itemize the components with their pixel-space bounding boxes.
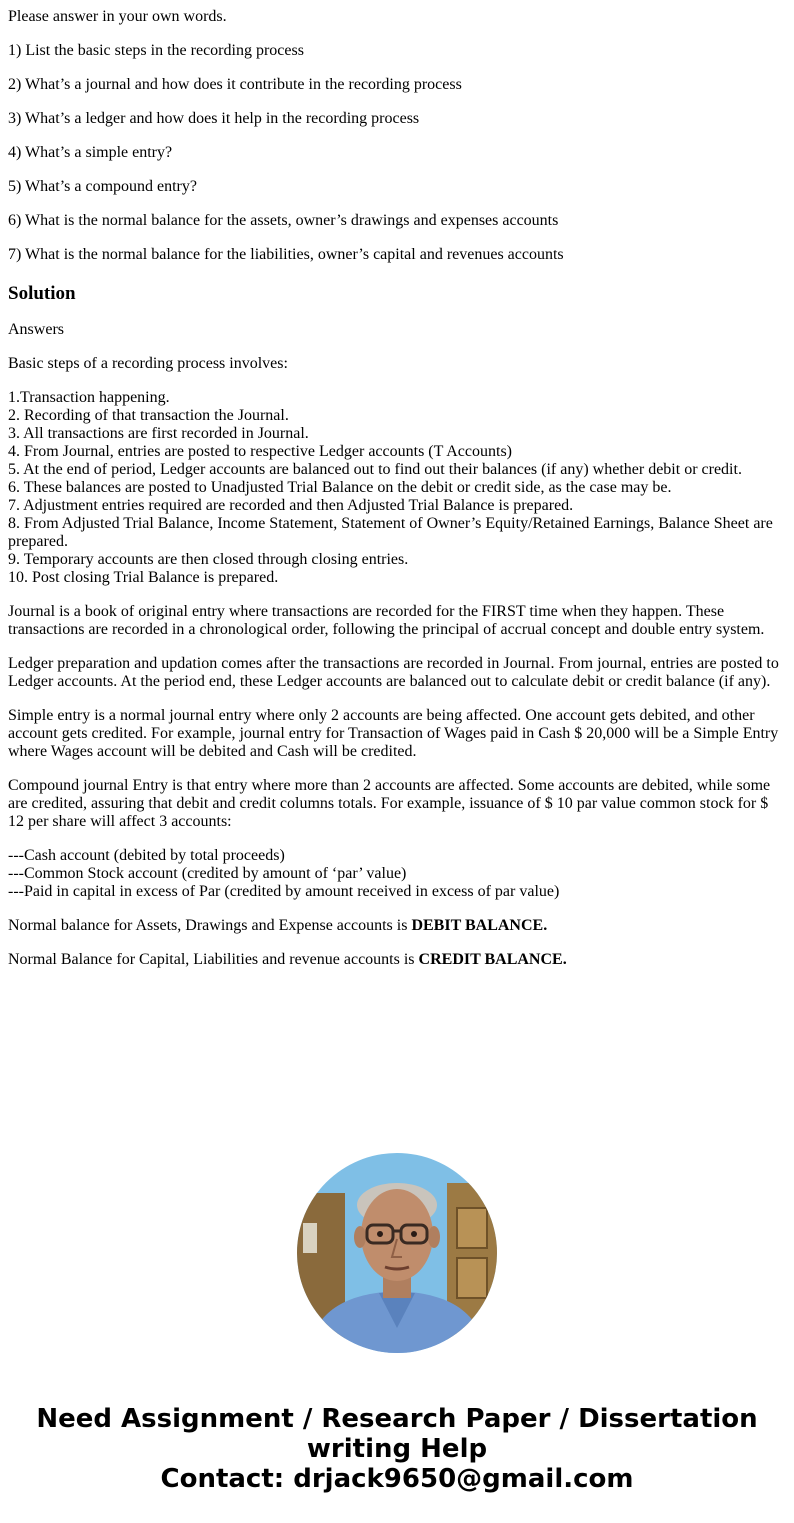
simple-entry-paragraph: Simple entry is a normal journal entry where only 2 accounts are being affected. One account gets debited, and other account gets credited. For example, journal entry for Transaction of Wages paid in Cash $ 20,000 will be a Simple Entry where Wages account will be debited and Cash will be credited. <box>8 707 779 760</box>
compound-entry-paragraph: Compound journal Entry is that entry where more than 2 accounts are affected. Some accounts are debited, while some are credited, assuring that debit and credit columns totals. For example, issuance of $ 10 par value common stock for $ 12 per share will affect 3 accounts: <box>8 777 771 830</box>
debit-balance-prefix: Normal balance for Assets, Drawings and Expense accounts is <box>8 917 412 934</box>
compound-account-paid-in-capital: ---Paid in capital in excess of Par (credited by amount received in excess of par value) <box>8 883 560 900</box>
question-intro: Please answer in your own words. <box>8 8 227 25</box>
question-item-2: 2) What’s a journal and how does it contribute in the recording process <box>8 76 462 93</box>
question-item-3: 3) What’s a ledger and how does it help in the recording process <box>8 110 420 127</box>
debit-balance-statement <box>8 917 786 935</box>
answers-label: Answers <box>8 321 64 338</box>
step-10: 10. Post closing Trial Balance is prepared. <box>8 569 279 586</box>
promo-contact: Contact: drjack9650@gmail.com <box>160 1464 634 1494</box>
step-6: 6. These balances are posted to Unadjusted Trial Balance on the debit or credit side, as the case may be. <box>8 479 672 496</box>
step-5: 5. At the end of period, Ledger accounts are balanced out to find out their balances (if any) whether debit or credit. <box>8 461 742 478</box>
author-avatar <box>297 1153 497 1353</box>
question-item-4: 4) What’s a simple entry? <box>8 144 173 161</box>
compound-account-common-stock: ---Common Stock account (credited by amount of ‘par’ value) <box>8 865 407 882</box>
step-2: 2. Recording of that transaction the Journal. <box>8 407 289 424</box>
question-item-7: 7) What is the normal balance for the liabilities, owner’s capital and revenues accounts <box>8 246 564 263</box>
step-7: 7. Adjustment entries required are recorded and then Adjusted Trial Balance is prepared. <box>8 497 574 514</box>
step-8: 8. From Adjusted Trial Balance, Income Statement, Statement of Owner’s Equity/Retained Earnings, Balance Sheet are prepared. <box>8 515 773 550</box>
solution-heading: Solution <box>8 283 76 304</box>
compound-account-cash: ---Cash account (debited by total proceeds) <box>8 847 285 864</box>
question-item-5: 5) What’s a compound entry? <box>8 178 197 195</box>
steps-intro: Basic steps of a recording process involves: <box>8 355 288 372</box>
step-3: 3. All transactions are first recorded in Journal. <box>8 425 309 442</box>
credit-balance-statement <box>8 951 786 969</box>
ledger-paragraph: Ledger preparation and updation comes after the transactions are recorded in Journal. From journal, entries are posted to Ledger accounts. At the period end, these Ledger accounts are balanced out to calculate debit or credit balance (if any). <box>8 655 779 690</box>
step-9: 9. Temporary accounts are then closed through closing entries. <box>8 551 409 568</box>
compound-accounts-list <box>8 847 786 901</box>
question-item-1: 1) List the basic steps in the recording process <box>8 42 304 59</box>
debit-balance-value: DEBIT BALANCE. <box>411 917 548 934</box>
credit-balance-prefix: Normal Balance for Capital, Liabilities and revenue accounts is <box>8 951 419 968</box>
journal-paragraph: Journal is a book of original entry where transactions are recorded for the FIRST time when they happen. These transactions are recorded in a chronological order, following the principal of accrual concept and double entry system. <box>8 603 765 638</box>
promo-line-1: Need Assignment / Research Paper / Dissertation <box>36 1404 758 1434</box>
credit-balance-value: CREDIT BALANCE. <box>418 951 567 968</box>
step-1: 1.Transaction happening. <box>8 389 170 406</box>
question-item-6: 6) What is the normal balance for the assets, owner’s drawings and expenses accounts <box>8 212 559 229</box>
author-avatar-illustration <box>297 1153 497 1353</box>
document-body <box>8 0 786 969</box>
promo-banner <box>0 1404 794 1494</box>
recording-steps-list <box>8 389 786 587</box>
promo-line-2: writing Help <box>306 1434 488 1464</box>
step-4: 4. From Journal, entries are posted to respective Ledger accounts (T Accounts) <box>8 443 512 460</box>
